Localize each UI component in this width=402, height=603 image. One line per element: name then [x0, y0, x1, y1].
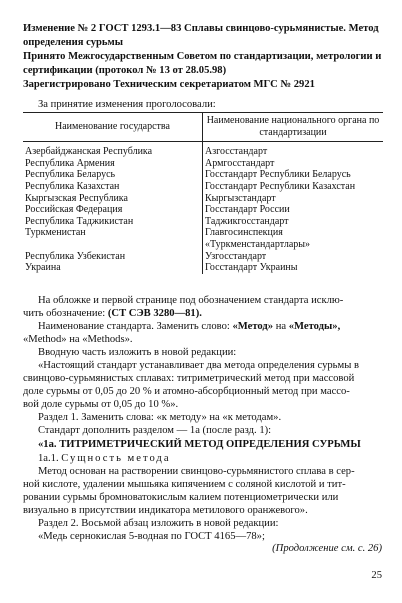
body-line: ной кислоте, удалении мышьяка кипячением с соляной кислотой и тит-: [23, 479, 346, 490]
body-text: на: [275, 321, 287, 332]
body-emphasis: (СТ СЭВ 3280—81).: [107, 308, 202, 319]
table-row: [23, 227, 383, 250]
amendment-title: Изменение № 2 ГОСТ 1293.1—83 Сплавы свинцово-сурьмянистые. Метод определения сурьмы: [23, 23, 379, 48]
org-cell: Госстандарт России: [205, 204, 290, 216]
continuation-note: (Продолжение см. с. 26): [272, 543, 382, 554]
table-row: [23, 142, 383, 158]
subsection-title: Сущность метода: [61, 453, 171, 464]
states-table: [23, 112, 383, 274]
body-line: доле сурьмы от 0,05 до 20 % и атомно-абсорбционный метод при массо-: [23, 386, 350, 397]
body-text: чить обозначение:: [23, 308, 106, 319]
state-cell: Украина: [23, 262, 203, 274]
state-cell: Кыргызская Республика: [23, 193, 203, 205]
table-row: [23, 158, 383, 170]
table-row: [23, 251, 383, 263]
vote-intro: За принятие изменения проголосовали:: [38, 99, 216, 110]
section-heading: «1а. ТИТРИМЕТРИЧЕСКИЙ МЕТОД ОПРЕДЕЛЕНИЯ СУРЬМЫ: [38, 439, 361, 450]
body-line: «Медь сернокислая 5-водная по ГОСТ 4165—78»;: [38, 531, 265, 542]
table-header-row: [23, 113, 383, 142]
org-cell: Армгосстандарт: [205, 157, 275, 169]
registration-note: Зарегистрировано Техническим секретариатом МГС № 2921: [23, 79, 315, 90]
body-line: [38, 320, 340, 333]
body-line: Раздел 2. Восьмой абзац изложить в новой редакции:: [38, 518, 279, 529]
org-cell: Узгосстандарт: [205, 250, 267, 262]
body-line: Стандарт дополнить разделом — 1а (после разд. 1):: [38, 425, 272, 436]
col-state-header: Наименование государства: [23, 113, 203, 142]
org-cell: Главгосинспекция «Туркменстандартлары»: [205, 227, 310, 250]
table-row: [23, 181, 383, 193]
state-cell: Республика Беларусь: [23, 169, 203, 181]
org-cell: Таджикгосстандарт: [205, 215, 289, 227]
body-emphasis: «Методы»,: [288, 321, 341, 332]
table-row: [23, 169, 383, 181]
body-line: [23, 307, 202, 320]
state-cell: Республика Казахстан: [23, 181, 203, 193]
body-line: На обложке и первой странице под обозначением стандарта исклю-: [38, 295, 344, 306]
body-line: свинцово-сурьмянистых сплавах: титриметрический метод при массовой: [23, 373, 355, 384]
state-cell: Туркменистан: [23, 227, 203, 250]
org-cell: Госстандарт Республики Беларусь: [205, 169, 351, 181]
body-line: вой доле сурьмы от 0,05 до 10 %».: [23, 399, 179, 410]
body-emphasis: «Метод»: [232, 321, 274, 332]
org-cell: Кыргызстандарт: [205, 192, 276, 204]
body-text: Наименование стандарта. Заменить слово:: [38, 321, 230, 332]
body-line: «Настоящий стандарт устанавливает два метода определения сурьмы в: [38, 360, 359, 371]
org-cell: Азгосстандарт: [205, 146, 268, 158]
state-cell: Республика Армения: [23, 158, 203, 170]
page-number: 25: [371, 570, 382, 581]
table-row: [23, 193, 383, 205]
col-org-header: Наименование национального органа по стандартизации: [203, 113, 384, 142]
org-cell: Госстандарт Украины: [205, 262, 298, 274]
body-line: Раздел 1. Заменить слова: «к методу» на «к методам».: [38, 412, 282, 423]
body-line: Метод основан на растворении свинцово-сурьмянистого сплава в сер-: [38, 466, 355, 477]
body-line: визуально в присутствии индикатора метилового оранжевого».: [23, 505, 308, 516]
table-row: [23, 262, 383, 274]
org-cell: Госстандарт Республики Казахстан: [205, 180, 356, 192]
state-cell: Республика Таджикистан: [23, 216, 203, 228]
table-row: [23, 204, 383, 216]
subsection-number: 1а.1.: [38, 453, 59, 464]
state-cell: Азербайджанская Республика: [23, 142, 203, 158]
body-line: ровании сурьмы бромноватокислым калием потенциометрически или: [23, 492, 339, 503]
adoption-note: Принято Межгосударственным Советом по стандартизации, метрологии и сертификации (протокол № 13 от 28.05.98): [23, 51, 382, 76]
state-cell: Республика Узбекистан: [23, 251, 203, 263]
state-cell: Российская Федерация: [23, 204, 203, 216]
body-line: «Method» на «Methods».: [23, 334, 133, 345]
subsection-heading: [38, 452, 171, 465]
body-line: Вводную часть изложить в новой редакции:: [38, 347, 237, 358]
table-row: [23, 216, 383, 228]
